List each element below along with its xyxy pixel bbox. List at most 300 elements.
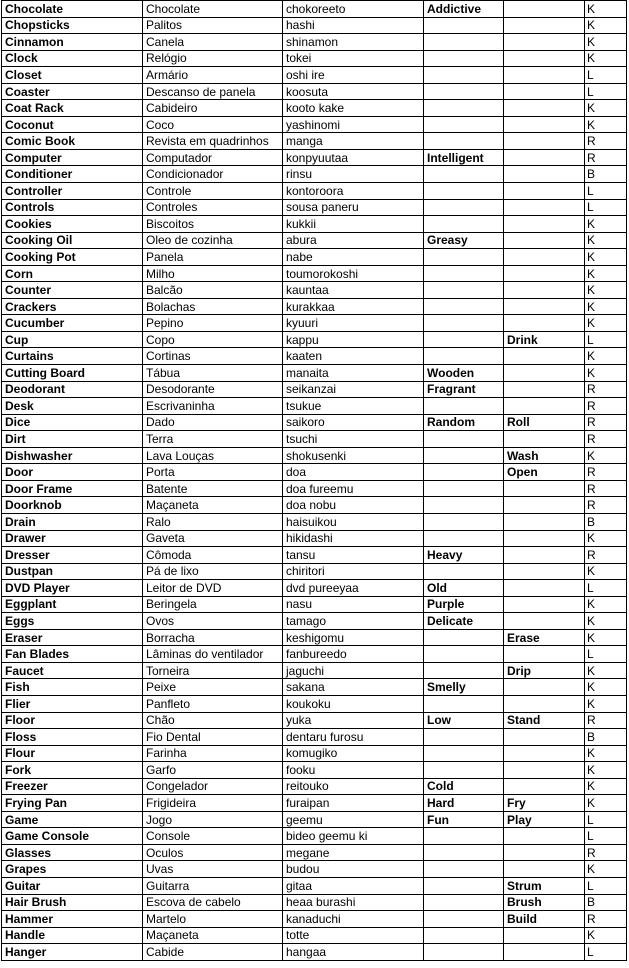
- verb-cell: [504, 398, 585, 415]
- japanese-romaji-cell: manaita: [283, 365, 424, 382]
- table-row: [2, 695, 627, 712]
- english-word-cell: Faucet: [2, 662, 143, 679]
- adjective-cell: [424, 199, 504, 216]
- category-code-cell: B: [585, 894, 627, 911]
- table-row: [2, 1, 627, 18]
- adjective-cell: Fragrant: [424, 381, 504, 398]
- verb-cell: [504, 1, 585, 18]
- english-word-cell: Floor: [2, 712, 143, 729]
- english-word-cell: Hanger: [2, 944, 143, 961]
- portuguese-word-cell: Torneira: [143, 662, 283, 679]
- table-row: [2, 67, 627, 84]
- verb-cell: [504, 530, 585, 547]
- english-word-cell: Fish: [2, 679, 143, 696]
- category-code-cell: K: [585, 1, 627, 18]
- english-word-cell: Coaster: [2, 83, 143, 100]
- japanese-romaji-cell: konpyuutaa: [283, 149, 424, 166]
- verb-cell: [504, 298, 585, 315]
- japanese-romaji-cell: shinamon: [283, 34, 424, 51]
- adjective-cell: [424, 265, 504, 282]
- verb-cell: [504, 265, 585, 282]
- japanese-romaji-cell: kappu: [283, 331, 424, 348]
- adjective-cell: [424, 729, 504, 746]
- verb-cell: [504, 844, 585, 861]
- table-row: [2, 83, 627, 100]
- portuguese-word-cell: Dado: [143, 414, 283, 431]
- portuguese-word-cell: Garfo: [143, 762, 283, 779]
- japanese-romaji-cell: hashi: [283, 17, 424, 34]
- verb-cell: [504, 547, 585, 564]
- portuguese-word-cell: Maçaneta: [143, 927, 283, 944]
- portuguese-word-cell: Oleo de cozinha: [143, 232, 283, 249]
- category-code-cell: K: [585, 530, 627, 547]
- japanese-romaji-cell: kauntaa: [283, 282, 424, 299]
- verb-cell: [504, 100, 585, 117]
- table-row: [2, 249, 627, 266]
- english-word-cell: DVD Player: [2, 580, 143, 597]
- verb-cell: [504, 944, 585, 961]
- verb-cell: [504, 497, 585, 514]
- table-row: [2, 629, 627, 646]
- english-word-cell: Doorknob: [2, 497, 143, 514]
- portuguese-word-cell: Escova de cabelo: [143, 894, 283, 911]
- category-code-cell: L: [585, 183, 627, 200]
- category-code-cell: R: [585, 133, 627, 150]
- category-code-cell: K: [585, 17, 627, 34]
- category-code-cell: K: [585, 596, 627, 613]
- adjective-cell: [424, 116, 504, 133]
- english-word-cell: Hair Brush: [2, 894, 143, 911]
- verb-cell: [504, 83, 585, 100]
- table-row: [2, 729, 627, 746]
- english-word-cell: Cucumber: [2, 315, 143, 332]
- category-code-cell: K: [585, 34, 627, 51]
- english-word-cell: Drawer: [2, 530, 143, 547]
- verb-cell: [504, 67, 585, 84]
- adjective-cell: [424, 447, 504, 464]
- verb-cell: [504, 927, 585, 944]
- adjective-cell: [424, 911, 504, 928]
- adjective-cell: [424, 530, 504, 547]
- category-code-cell: R: [585, 149, 627, 166]
- verb-cell: [504, 828, 585, 845]
- english-word-cell: Dustpan: [2, 563, 143, 580]
- adjective-cell: [424, 877, 504, 894]
- adjective-cell: Random: [424, 414, 504, 431]
- adjective-cell: [424, 646, 504, 663]
- english-word-cell: Coconut: [2, 116, 143, 133]
- portuguese-word-cell: Pepino: [143, 315, 283, 332]
- category-code-cell: K: [585, 348, 627, 365]
- portuguese-word-cell: Escrivaninha: [143, 398, 283, 415]
- english-word-cell: Clock: [2, 50, 143, 67]
- japanese-romaji-cell: keshigomu: [283, 629, 424, 646]
- english-word-cell: Guitar: [2, 877, 143, 894]
- adjective-cell: [424, 298, 504, 315]
- japanese-romaji-cell: megane: [283, 844, 424, 861]
- category-code-cell: K: [585, 50, 627, 67]
- category-code-cell: K: [585, 745, 627, 762]
- portuguese-word-cell: Computador: [143, 149, 283, 166]
- portuguese-word-cell: Martelo: [143, 911, 283, 928]
- table-row: [2, 679, 627, 696]
- english-word-cell: Handle: [2, 927, 143, 944]
- adjective-cell: [424, 34, 504, 51]
- english-word-cell: Frying Pan: [2, 795, 143, 812]
- japanese-romaji-cell: kaaten: [283, 348, 424, 365]
- verb-cell: [504, 232, 585, 249]
- english-word-cell: Computer: [2, 149, 143, 166]
- table-row: [2, 828, 627, 845]
- english-word-cell: Fork: [2, 762, 143, 779]
- category-code-cell: K: [585, 315, 627, 332]
- portuguese-word-cell: Lâminas do ventilador: [143, 646, 283, 663]
- verb-cell: [504, 249, 585, 266]
- table-row: [2, 315, 627, 332]
- category-code-cell: R: [585, 414, 627, 431]
- verb-cell: [504, 762, 585, 779]
- english-word-cell: Cookies: [2, 216, 143, 233]
- verb-cell: Erase: [504, 629, 585, 646]
- table-row: [2, 894, 627, 911]
- japanese-romaji-cell: kyuuri: [283, 315, 424, 332]
- table-row: [2, 50, 627, 67]
- verb-cell: [504, 149, 585, 166]
- adjective-cell: [424, 315, 504, 332]
- adjective-cell: [424, 894, 504, 911]
- adjective-cell: Intelligent: [424, 149, 504, 166]
- portuguese-word-cell: Pá de lixo: [143, 563, 283, 580]
- category-code-cell: K: [585, 662, 627, 679]
- category-code-cell: K: [585, 100, 627, 117]
- verb-cell: [504, 17, 585, 34]
- english-word-cell: Controls: [2, 199, 143, 216]
- table-row: [2, 365, 627, 382]
- table-row: [2, 183, 627, 200]
- category-code-cell: R: [585, 480, 627, 497]
- adjective-cell: Greasy: [424, 232, 504, 249]
- portuguese-word-cell: Biscoitos: [143, 216, 283, 233]
- verb-cell: [504, 745, 585, 762]
- table-row: [2, 232, 627, 249]
- japanese-romaji-cell: bideo geemu ki: [283, 828, 424, 845]
- portuguese-word-cell: Borracha: [143, 629, 283, 646]
- adjective-cell: [424, 828, 504, 845]
- category-code-cell: K: [585, 563, 627, 580]
- english-word-cell: Drain: [2, 513, 143, 530]
- japanese-romaji-cell: kukkii: [283, 216, 424, 233]
- table-row: [2, 265, 627, 282]
- adjective-cell: [424, 944, 504, 961]
- adjective-cell: Smelly: [424, 679, 504, 696]
- table-row: [2, 464, 627, 481]
- table-row: [2, 199, 627, 216]
- verb-cell: [504, 315, 585, 332]
- english-word-cell: Game: [2, 811, 143, 828]
- japanese-romaji-cell: saikoro: [283, 414, 424, 431]
- category-code-cell: K: [585, 249, 627, 266]
- japanese-romaji-cell: kontoroora: [283, 183, 424, 200]
- table-row: [2, 613, 627, 630]
- table-row: [2, 563, 627, 580]
- japanese-romaji-cell: yashinomi: [283, 116, 424, 133]
- verb-cell: [504, 50, 585, 67]
- table-row: [2, 811, 627, 828]
- adjective-cell: [424, 398, 504, 415]
- verb-cell: [504, 513, 585, 530]
- verb-cell: [504, 381, 585, 398]
- table-row: [2, 795, 627, 812]
- japanese-romaji-cell: tamago: [283, 613, 424, 630]
- verb-cell: [504, 580, 585, 597]
- adjective-cell: [424, 662, 504, 679]
- adjective-cell: Heavy: [424, 547, 504, 564]
- portuguese-word-cell: Gaveta: [143, 530, 283, 547]
- category-code-cell: K: [585, 778, 627, 795]
- english-word-cell: Cutting Board: [2, 365, 143, 382]
- english-word-cell: Deodorant: [2, 381, 143, 398]
- japanese-romaji-cell: komugiko: [283, 745, 424, 762]
- table-row: [2, 596, 627, 613]
- table-row: [2, 530, 627, 547]
- adjective-cell: Low: [424, 712, 504, 729]
- verb-cell: Build: [504, 911, 585, 928]
- japanese-romaji-cell: kanaduchi: [283, 911, 424, 928]
- table-row: [2, 282, 627, 299]
- japanese-romaji-cell: furaipan: [283, 795, 424, 812]
- portuguese-word-cell: Cortinas: [143, 348, 283, 365]
- japanese-romaji-cell: fooku: [283, 762, 424, 779]
- table-row: [2, 381, 627, 398]
- verb-cell: [504, 166, 585, 183]
- category-code-cell: B: [585, 513, 627, 530]
- portuguese-word-cell: Ralo: [143, 513, 283, 530]
- adjective-cell: [424, 133, 504, 150]
- verb-cell: [504, 199, 585, 216]
- category-code-cell: L: [585, 811, 627, 828]
- adjective-cell: [424, 695, 504, 712]
- english-word-cell: Counter: [2, 282, 143, 299]
- verb-cell: Wash: [504, 447, 585, 464]
- category-code-cell: L: [585, 331, 627, 348]
- table-row: [2, 398, 627, 415]
- table-row: [2, 712, 627, 729]
- portuguese-word-cell: Peixe: [143, 679, 283, 696]
- japanese-romaji-cell: doa: [283, 464, 424, 481]
- japanese-romaji-cell: koosuta: [283, 83, 424, 100]
- portuguese-word-cell: Leitor de DVD: [143, 580, 283, 597]
- japanese-romaji-cell: nabe: [283, 249, 424, 266]
- verb-cell: [504, 431, 585, 448]
- verb-cell: [504, 778, 585, 795]
- table-row: [2, 844, 627, 861]
- verb-cell: Stand: [504, 712, 585, 729]
- portuguese-word-cell: Revista em quadrinhos: [143, 133, 283, 150]
- japanese-romaji-cell: sakana: [283, 679, 424, 696]
- category-code-cell: K: [585, 795, 627, 812]
- adjective-cell: [424, 50, 504, 67]
- portuguese-word-cell: Relógio: [143, 50, 283, 67]
- adjective-cell: Old: [424, 580, 504, 597]
- english-word-cell: Coat Rack: [2, 100, 143, 117]
- portuguese-word-cell: Panela: [143, 249, 283, 266]
- japanese-romaji-cell: sousa paneru: [283, 199, 424, 216]
- portuguese-word-cell: Porta: [143, 464, 283, 481]
- vocabulary-table: [1, 0, 627, 961]
- verb-cell: [504, 133, 585, 150]
- verb-cell: [504, 282, 585, 299]
- japanese-romaji-cell: kooto kake: [283, 100, 424, 117]
- english-word-cell: Comic Book: [2, 133, 143, 150]
- english-word-cell: Cooking Pot: [2, 249, 143, 266]
- adjective-cell: [424, 497, 504, 514]
- english-word-cell: Dishwasher: [2, 447, 143, 464]
- english-word-cell: Chopsticks: [2, 17, 143, 34]
- category-code-cell: L: [585, 877, 627, 894]
- category-code-cell: R: [585, 497, 627, 514]
- category-code-cell: K: [585, 298, 627, 315]
- portuguese-word-cell: Ovos: [143, 613, 283, 630]
- verb-cell: Drip: [504, 662, 585, 679]
- japanese-romaji-cell: hikidashi: [283, 530, 424, 547]
- english-word-cell: Dice: [2, 414, 143, 431]
- category-code-cell: K: [585, 116, 627, 133]
- category-code-cell: K: [585, 695, 627, 712]
- verb-cell: [504, 116, 585, 133]
- english-word-cell: Glasses: [2, 844, 143, 861]
- adjective-cell: [424, 629, 504, 646]
- english-word-cell: Eggs: [2, 613, 143, 630]
- adjective-cell: [424, 166, 504, 183]
- portuguese-word-cell: Milho: [143, 265, 283, 282]
- portuguese-word-cell: Frigideira: [143, 795, 283, 812]
- category-code-cell: K: [585, 365, 627, 382]
- japanese-romaji-cell: koukoku: [283, 695, 424, 712]
- english-word-cell: Closet: [2, 67, 143, 84]
- japanese-romaji-cell: tsuchi: [283, 431, 424, 448]
- english-word-cell: Game Console: [2, 828, 143, 845]
- category-code-cell: K: [585, 613, 627, 630]
- english-word-cell: Flier: [2, 695, 143, 712]
- adjective-cell: [424, 927, 504, 944]
- verb-cell: Fry: [504, 795, 585, 812]
- verb-cell: Drink: [504, 331, 585, 348]
- portuguese-word-cell: Desodorante: [143, 381, 283, 398]
- japanese-romaji-cell: shokusenki: [283, 447, 424, 464]
- category-code-cell: R: [585, 844, 627, 861]
- table-row: [2, 944, 627, 961]
- verb-cell: Brush: [504, 894, 585, 911]
- adjective-cell: [424, 745, 504, 762]
- table-row: [2, 745, 627, 762]
- portuguese-word-cell: Farinha: [143, 745, 283, 762]
- category-code-cell: K: [585, 232, 627, 249]
- japanese-romaji-cell: totte: [283, 927, 424, 944]
- english-word-cell: Eggplant: [2, 596, 143, 613]
- category-code-cell: K: [585, 679, 627, 696]
- english-word-cell: Eraser: [2, 629, 143, 646]
- verb-cell: [504, 216, 585, 233]
- verb-cell: [504, 861, 585, 878]
- category-code-cell: K: [585, 927, 627, 944]
- verb-cell: Roll: [504, 414, 585, 431]
- english-word-cell: Flour: [2, 745, 143, 762]
- table-row: [2, 662, 627, 679]
- portuguese-word-cell: Lava Louças: [143, 447, 283, 464]
- adjective-cell: Cold: [424, 778, 504, 795]
- japanese-romaji-cell: abura: [283, 232, 424, 249]
- english-word-cell: Curtains: [2, 348, 143, 365]
- table-row: [2, 414, 627, 431]
- category-code-cell: B: [585, 166, 627, 183]
- adjective-cell: Hard: [424, 795, 504, 812]
- japanese-romaji-cell: tsukue: [283, 398, 424, 415]
- english-word-cell: Cup: [2, 331, 143, 348]
- table-row: [2, 116, 627, 133]
- adjective-cell: [424, 762, 504, 779]
- portuguese-word-cell: Guitarra: [143, 877, 283, 894]
- portuguese-word-cell: Condicionador: [143, 166, 283, 183]
- category-code-cell: K: [585, 216, 627, 233]
- table-row: [2, 911, 627, 928]
- english-word-cell: Door Frame: [2, 480, 143, 497]
- table-row: [2, 927, 627, 944]
- verb-cell: Strum: [504, 877, 585, 894]
- japanese-romaji-cell: manga: [283, 133, 424, 150]
- adjective-cell: [424, 861, 504, 878]
- japanese-romaji-cell: heaa burashi: [283, 894, 424, 911]
- english-word-cell: Conditioner: [2, 166, 143, 183]
- adjective-cell: [424, 563, 504, 580]
- japanese-romaji-cell: nasu: [283, 596, 424, 613]
- table-row: [2, 778, 627, 795]
- portuguese-word-cell: Balcão: [143, 282, 283, 299]
- english-word-cell: Corn: [2, 265, 143, 282]
- japanese-romaji-cell: haisuikou: [283, 513, 424, 530]
- category-code-cell: R: [585, 547, 627, 564]
- english-word-cell: Cooking Oil: [2, 232, 143, 249]
- english-word-cell: Dirt: [2, 431, 143, 448]
- english-word-cell: Freezer: [2, 778, 143, 795]
- category-code-cell: L: [585, 828, 627, 845]
- category-code-cell: L: [585, 646, 627, 663]
- category-code-cell: R: [585, 398, 627, 415]
- verb-cell: [504, 34, 585, 51]
- portuguese-word-cell: Palitos: [143, 17, 283, 34]
- portuguese-word-cell: Cabide: [143, 944, 283, 961]
- japanese-romaji-cell: reitouko: [283, 778, 424, 795]
- verb-cell: [504, 365, 585, 382]
- english-word-cell: Chocolate: [2, 1, 143, 18]
- english-word-cell: Crackers: [2, 298, 143, 315]
- portuguese-word-cell: Chão: [143, 712, 283, 729]
- adjective-cell: Delicate: [424, 613, 504, 630]
- category-code-cell: K: [585, 762, 627, 779]
- vocabulary-table-body: [2, 1, 627, 961]
- portuguese-word-cell: Bolachas: [143, 298, 283, 315]
- category-code-cell: R: [585, 911, 627, 928]
- portuguese-word-cell: Controles: [143, 199, 283, 216]
- category-code-cell: K: [585, 282, 627, 299]
- table-row: [2, 513, 627, 530]
- table-row: [2, 447, 627, 464]
- portuguese-word-cell: Uvas: [143, 861, 283, 878]
- table-row: [2, 348, 627, 365]
- portuguese-word-cell: Jogo: [143, 811, 283, 828]
- adjective-cell: [424, 480, 504, 497]
- english-word-cell: Dresser: [2, 547, 143, 564]
- category-code-cell: R: [585, 431, 627, 448]
